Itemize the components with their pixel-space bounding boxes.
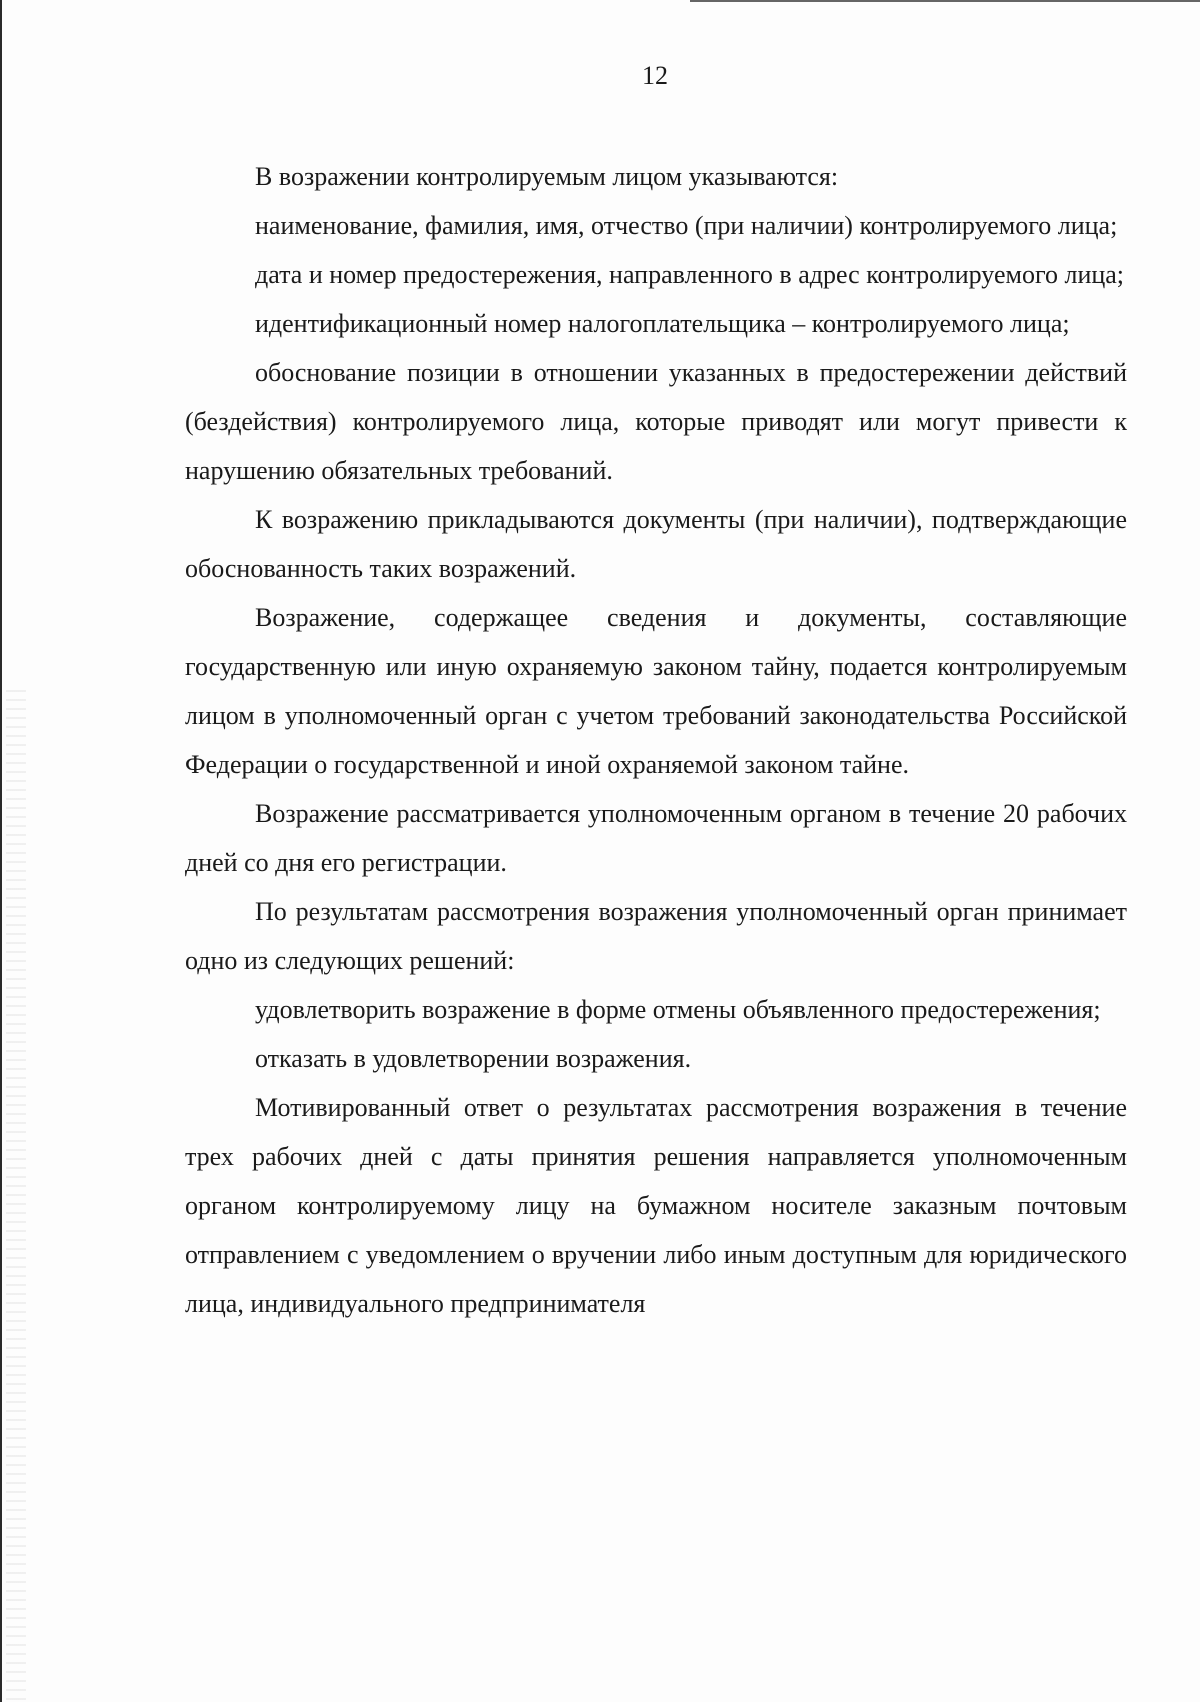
paragraph-reasoned-response: Мотивированный ответ о результатах рассмотрения возражения в течение трех рабочих дней с даты принятия решения направляется уполномоченным органом контролируемому лицу на бумажном носителе заказным почтовым отправлением с уведомлением о вручении либо иным доступным для юридического лица, индивидуального предпринимателя (185, 1093, 1127, 1318)
scan-top-line (690, 0, 1200, 2)
paragraph-decision-refuse: отказать в удовлетворении возражения. (255, 1044, 692, 1073)
scan-speckle (6, 690, 26, 1700)
paragraph-review-period: Возражение рассматривается уполномоченным органом в течение 20 рабочих дней со дня его регистрации. (185, 799, 1127, 877)
scan-left-edge (0, 0, 2, 1702)
paragraph-inn-item: идентификационный номер налогоплательщика – контролируемого лица; (255, 309, 1070, 338)
page-number: 12 (642, 61, 668, 90)
paragraph-name-item: наименование, фамилия, имя, отчество (при наличии) контролируемого лица; (255, 211, 1118, 240)
paragraph-secret-info: Возражение, содержащее сведения и документы, составляющие государственную или иную охраняемую законом тайну, подается контролируемым лицом в уполномоченный орган с учетом требований законодательства Российской Федерации о государственной и иной охраняемой законом тайне. (185, 603, 1127, 779)
paragraph-objection-contents: В возражении контролируемым лицом указываются: (255, 162, 839, 191)
paragraph-decisions-intro: По результатам рассмотрения возражения уполномоченный орган принимает одно из следующих решений: (185, 897, 1127, 975)
paragraph-decision-satisfy: удовлетворить возражение в форме отмены объявленного предостережения; (255, 995, 1101, 1024)
paragraph-date-number-item: дата и номер предостережения, направленного в адрес контролируемого лица; (255, 260, 1125, 289)
paragraph-justification-item: обоснование позиции в отношении указанных в предостережении действий (бездействия) контролируемого лица, которые приводят или могут привести к нарушению обязательных требований. (185, 358, 1127, 485)
document-body (185, 152, 1127, 1328)
paragraph-attachments: К возражению прикладываются документы (при наличии), подтверждающие обоснованность таких возражений. (185, 505, 1127, 583)
